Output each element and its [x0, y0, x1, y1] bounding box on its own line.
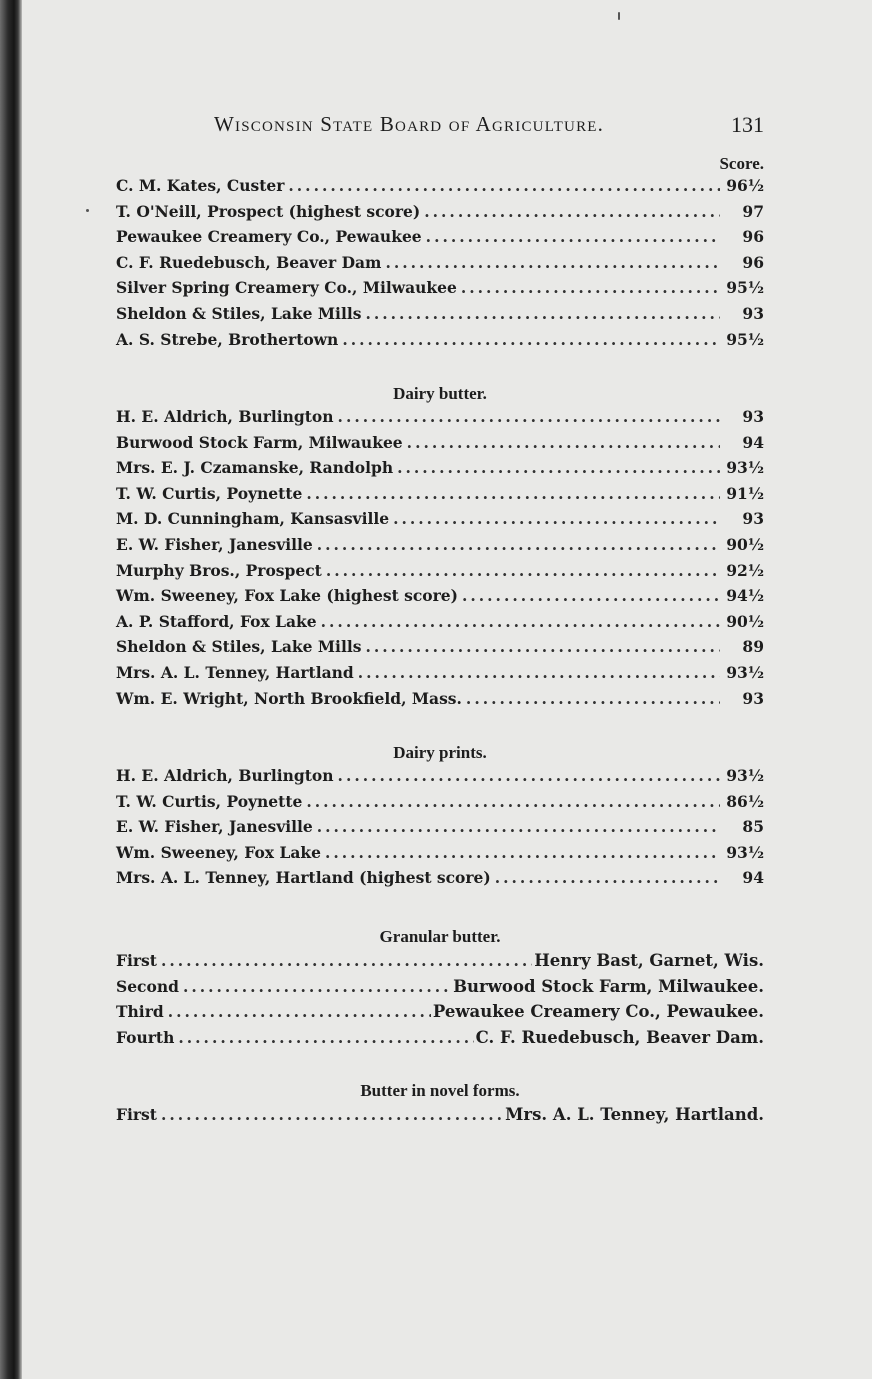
print-speck [618, 12, 620, 20]
exhibitor-name: E. W. Fisher, Janesville [116, 534, 313, 554]
list-item [116, 561, 764, 587]
award-winner: Mrs. A. L. Tenney, Hartland. [505, 1105, 764, 1124]
dairy-butter-list [116, 407, 764, 714]
page-header [214, 112, 764, 142]
dot-leader [424, 202, 720, 221]
creamery-entries-list [116, 176, 764, 355]
exhibitor-score: 97 [742, 201, 764, 221]
award-place: Fourth [116, 1027, 175, 1047]
list-item [116, 509, 764, 535]
list-item [116, 612, 764, 638]
dot-leader [342, 330, 720, 349]
exhibitor-name: Wm. E. Wright, North Brookfield, Mass. [116, 688, 462, 708]
exhibitor-name: Mrs. A. L. Tenney, Hartland (highest score) [116, 868, 491, 888]
award-winner: C. F. Ruedebusch, Beaver Dam. [475, 1027, 764, 1047]
dot-leader [393, 509, 720, 528]
exhibitor-score: 90½ [726, 534, 764, 554]
exhibitor-name: T. W. Curtis, Poynette [116, 791, 303, 811]
granular-butter-list [116, 951, 764, 1053]
dot-leader [168, 1002, 431, 1021]
section-title-dairy-prints: Dairy prints. [393, 743, 487, 762]
book-spine-shadow [0, 0, 22, 1379]
list-item [116, 586, 764, 612]
list-item [116, 663, 764, 689]
dot-leader [288, 176, 720, 195]
section-title-granular-butter: Granular butter. [379, 927, 501, 946]
dairy-prints-list [116, 766, 764, 894]
list-item [116, 535, 764, 561]
list-item [116, 637, 764, 663]
exhibitor-name: E. W. Fisher, Janesville [116, 817, 313, 837]
dot-leader [338, 766, 720, 785]
dot-leader [317, 535, 720, 554]
list-item [116, 766, 764, 792]
exhibitor-name: Wm. Sweeney, Fox Lake [116, 842, 321, 862]
dot-leader [466, 689, 720, 708]
exhibitor-score: 90½ [726, 611, 764, 631]
list-item [116, 202, 764, 228]
exhibitor-score: 93½ [726, 842, 764, 862]
award-place: Third [116, 1002, 164, 1022]
exhibitor-name: H. E. Aldrich, Burlington [116, 407, 334, 426]
exhibitor-name: C. F. Ruedebusch, Beaver Dam [116, 252, 382, 272]
dot-leader [306, 792, 720, 811]
exhibitor-name: A. S. Strebe, Brothertown [116, 329, 339, 349]
section-title-novel-forms: Butter in novel forms. [360, 1081, 520, 1100]
list-item [116, 951, 764, 977]
print-speck [86, 209, 89, 212]
section-title-dairy-butter: Dairy butter. [393, 384, 487, 403]
exhibitor-name: A. P. Stafford, Fox Lake [116, 611, 317, 631]
dot-leader [385, 253, 720, 272]
exhibitor-score: 93 [742, 407, 764, 426]
dot-leader [462, 586, 720, 605]
exhibitor-name: Mrs. A. L. Tenney, Hartland [116, 662, 354, 682]
exhibitor-name: Sheldon & Stiles, Lake Mills [116, 303, 362, 323]
list-item [116, 843, 764, 869]
list-item [116, 433, 764, 459]
exhibitor-name: T. W. Curtis, Poynette [116, 483, 303, 503]
list-item [116, 304, 764, 330]
exhibitor-name: Pewaukee Creamery Co., Pewaukee [116, 227, 422, 247]
list-item [116, 458, 764, 484]
dot-leader [426, 227, 720, 246]
exhibitor-score: 94½ [726, 586, 764, 606]
dot-leader [321, 612, 720, 631]
exhibitor-score: 91½ [726, 483, 764, 503]
exhibitor-score: 95½ [726, 278, 764, 298]
dot-leader [358, 663, 720, 682]
exhibitor-score: 92½ [726, 560, 764, 580]
exhibitor-score: 96½ [726, 176, 764, 195]
dot-leader [325, 843, 720, 862]
dot-leader [161, 1105, 503, 1124]
list-item [116, 792, 764, 818]
dot-leader [178, 1028, 473, 1047]
exhibitor-score: 96 [742, 252, 764, 272]
dot-leader [397, 458, 720, 477]
list-item [116, 868, 764, 894]
exhibitor-score: 89 [742, 637, 764, 657]
dot-leader [161, 951, 532, 970]
exhibitor-score: 93 [742, 303, 764, 323]
list-item [116, 407, 764, 433]
list-item [116, 689, 764, 715]
award-winner: Pewaukee Creamery Co., Pewaukee. [432, 1002, 764, 1022]
list-item [116, 1105, 764, 1131]
exhibitor-score: 93½ [726, 662, 764, 682]
exhibitor-name: T. O'Neill, Prospect (highest score) [116, 201, 421, 221]
exhibitor-name: Wm. Sweeney, Fox Lake (highest score) [116, 586, 458, 606]
list-item [116, 278, 764, 304]
dot-leader [461, 278, 720, 297]
list-item [116, 1002, 764, 1028]
exhibitor-score: 96 [742, 227, 764, 247]
exhibitor-name: C. M. Kates, Custer [116, 176, 285, 195]
dot-leader [183, 977, 451, 996]
list-item [116, 484, 764, 510]
exhibitor-score: 93½ [726, 766, 764, 785]
exhibitor-name: H. E. Aldrich, Burlington [116, 766, 334, 785]
exhibitor-name: Burwood Stock Farm, Milwaukee [116, 432, 403, 452]
award-place: First [116, 1105, 157, 1124]
dot-leader [306, 484, 720, 503]
list-item [116, 1028, 764, 1054]
dot-leader [407, 433, 720, 452]
list-item [116, 253, 764, 279]
exhibitor-score: 93 [742, 509, 764, 529]
exhibitor-name: Mrs. E. J. Czamanske, Randolph [116, 458, 394, 478]
exhibitor-name: Silver Spring Creamery Co., Milwaukee [116, 278, 457, 298]
list-item [116, 817, 764, 843]
exhibitor-name: Murphy Bros., Prospect [116, 560, 322, 580]
dot-leader [338, 407, 720, 426]
dot-leader [365, 637, 720, 656]
list-item [116, 977, 764, 1003]
exhibitor-score: 94 [742, 432, 764, 452]
score-column-heading: Score. [719, 154, 764, 173]
award-winner: Henry Bast, Garnet, Wis. [534, 951, 764, 970]
exhibitor-score: 86½ [726, 791, 764, 811]
exhibitor-score: 95½ [726, 329, 764, 349]
exhibitor-score: 93½ [726, 458, 764, 478]
dot-leader [495, 868, 720, 887]
dot-leader [365, 304, 720, 323]
dot-leader [326, 561, 720, 580]
list-item [116, 176, 764, 202]
exhibitor-name: M. D. Cunningham, Kansasville [116, 509, 390, 529]
dot-leader [317, 817, 720, 836]
page-number: 131 [731, 112, 764, 137]
novel-forms-list [116, 1105, 764, 1131]
exhibitor-score: 85 [742, 817, 764, 837]
exhibitor-score: 94 [742, 868, 764, 888]
list-item [116, 330, 764, 356]
award-place: First [116, 951, 157, 970]
award-winner: Burwood Stock Farm, Milwaukee. [453, 976, 764, 996]
award-place: Second [116, 976, 179, 996]
running-head: Wisconsin State Board of Agriculture. [214, 112, 605, 136]
exhibitor-score: 93 [742, 688, 764, 708]
list-item [116, 227, 764, 253]
exhibitor-name: Sheldon & Stiles, Lake Mills [116, 637, 362, 657]
